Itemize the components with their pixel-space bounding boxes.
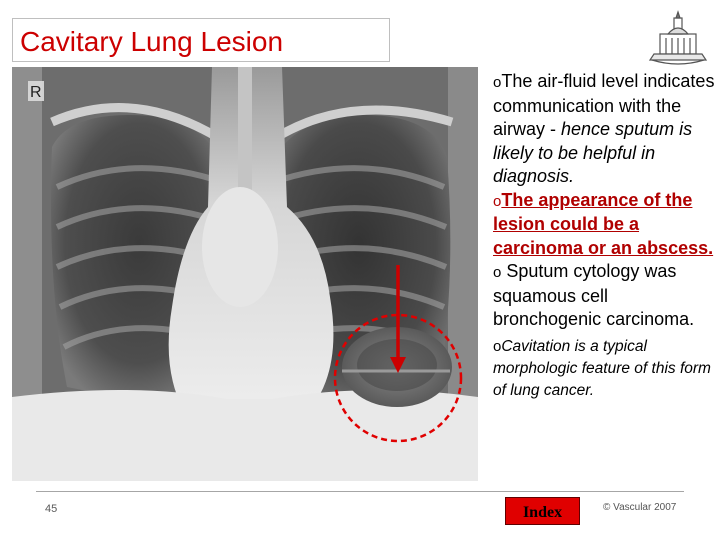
university-logo-icon (646, 8, 710, 68)
note-cavitation: oCavitation is a typical morphologic feature of this form of lung cancer. (493, 337, 711, 399)
note-cytology: o Sputum cytology was squamous cell bronchogenic carcinoma. (493, 261, 695, 329)
notes-column (493, 70, 715, 402)
bullet-icon: o (493, 74, 502, 91)
chest-xray-image (12, 67, 478, 481)
title-box (12, 18, 390, 62)
footer-divider (36, 491, 684, 492)
xray-side-marker: R (30, 84, 42, 101)
bullet-icon: o (493, 192, 502, 210)
note-differential: oThe appearance of the lesion could be a carcinoma or an abscess. (493, 189, 714, 258)
copyright-text: © Vascular 2007 (603, 502, 677, 513)
index-button[interactable]: Index (505, 497, 580, 525)
note-fluid-level: oThe air-fluid level indicates communication with the airway - hence sputum is likely to be helpful in diagnosis. (493, 71, 715, 186)
slide-title: Cavitary Lung Lesion (20, 26, 284, 57)
page-number: 45 (45, 503, 58, 515)
bullet-icon: o (493, 264, 502, 281)
bullet-icon: o (493, 337, 502, 355)
